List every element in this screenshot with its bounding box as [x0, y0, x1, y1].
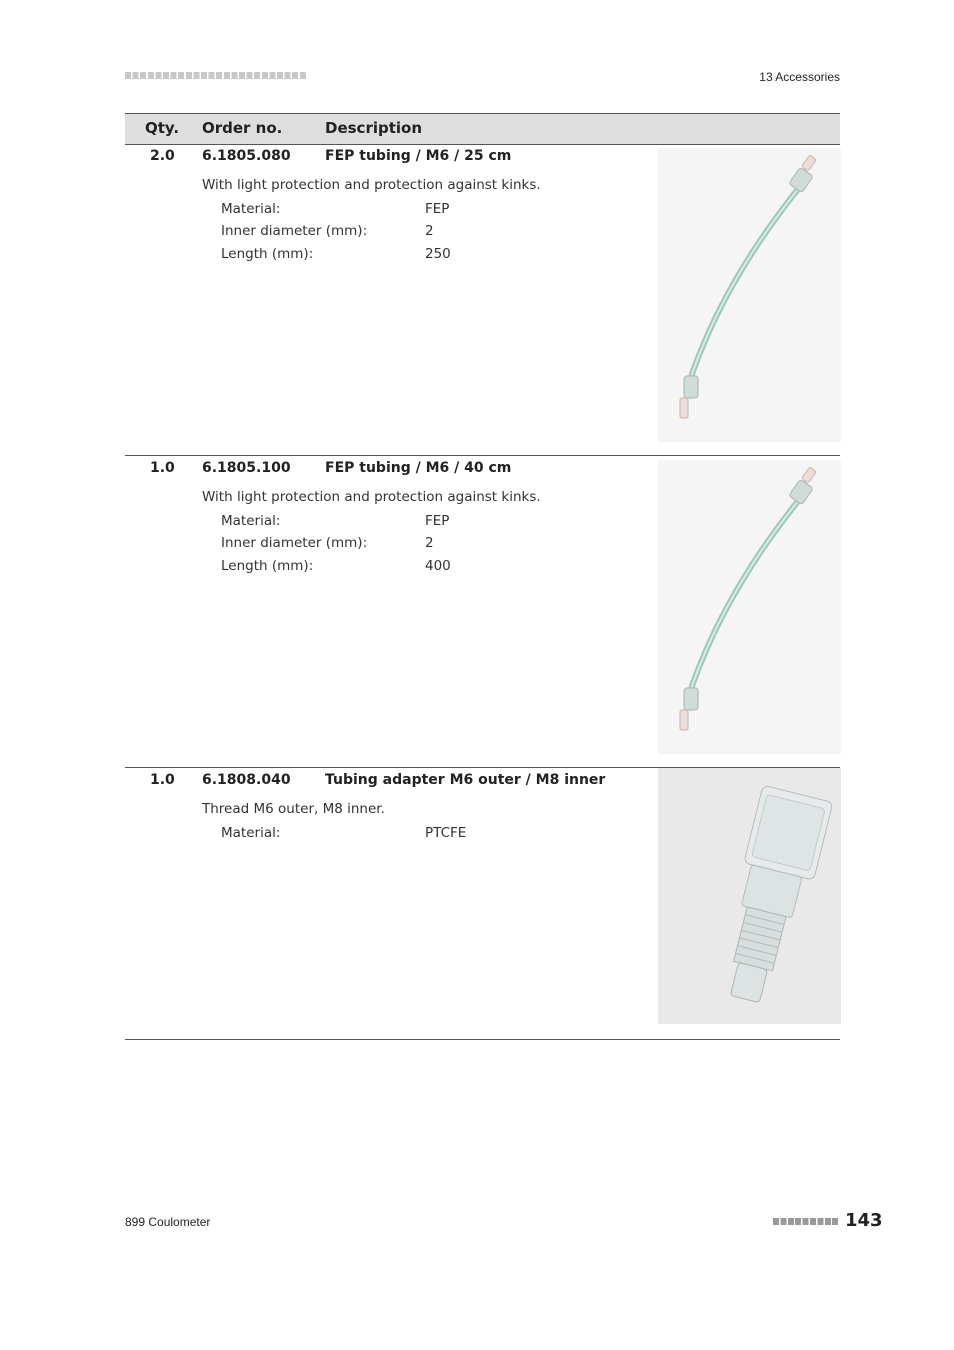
row-intro: With light protection and protection against kinks.: [202, 177, 541, 193]
row-title: Tubing adapter M6 outer / M8 inner: [325, 772, 606, 788]
prop-value: 400: [425, 558, 451, 574]
fep-tubing-image: [658, 460, 841, 754]
prop-label: Material:: [221, 201, 281, 217]
table-bottom-rule: [125, 1039, 840, 1040]
prop-value: FEP: [425, 513, 450, 529]
prop-label: Material:: [221, 513, 281, 529]
prop-label: Length (mm):: [221, 246, 314, 262]
tubing-adapter-image: [658, 768, 841, 1024]
header-section-title: 13 Accessories: [759, 70, 840, 84]
row-title: FEP tubing / M6 / 40 cm: [325, 460, 512, 476]
table-header: [125, 113, 840, 145]
footer-decoration-squares: [773, 1218, 839, 1225]
fep-tubing-image: [658, 148, 841, 442]
prop-label: Inner diameter (mm):: [221, 535, 368, 551]
footer-product-name: 899 Coulometer: [125, 1215, 211, 1229]
row-intro: With light protection and protection against kinks.: [202, 489, 541, 505]
prop-value: 2: [425, 223, 434, 239]
prop-label: Length (mm):: [221, 558, 314, 574]
row-divider: [125, 455, 840, 456]
row-qty: 2.0: [150, 148, 175, 164]
prop-value: 2: [425, 535, 434, 551]
prop-label: Inner diameter (mm):: [221, 223, 368, 239]
prop-value: PTCFE: [425, 825, 467, 841]
row-title: FEP tubing / M6 / 25 cm: [325, 148, 512, 164]
row-qty: 1.0: [150, 460, 175, 476]
prop-value: FEP: [425, 201, 450, 217]
row-order-no: 6.1805.100: [202, 460, 291, 476]
page-number: 143: [845, 1210, 883, 1231]
row-order-no: 6.1805.080: [202, 148, 291, 164]
column-order-no: Order no.: [202, 119, 283, 137]
row-intro: Thread M6 outer, M8 inner.: [202, 801, 385, 817]
header-decoration-squares: [125, 72, 307, 79]
prop-value: 250: [425, 246, 451, 262]
row-order-no: 6.1808.040: [202, 772, 291, 788]
row-qty: 1.0: [150, 772, 175, 788]
column-description: Description: [325, 119, 423, 137]
column-qty: Qty.: [145, 119, 180, 137]
prop-label: Material:: [221, 825, 281, 841]
